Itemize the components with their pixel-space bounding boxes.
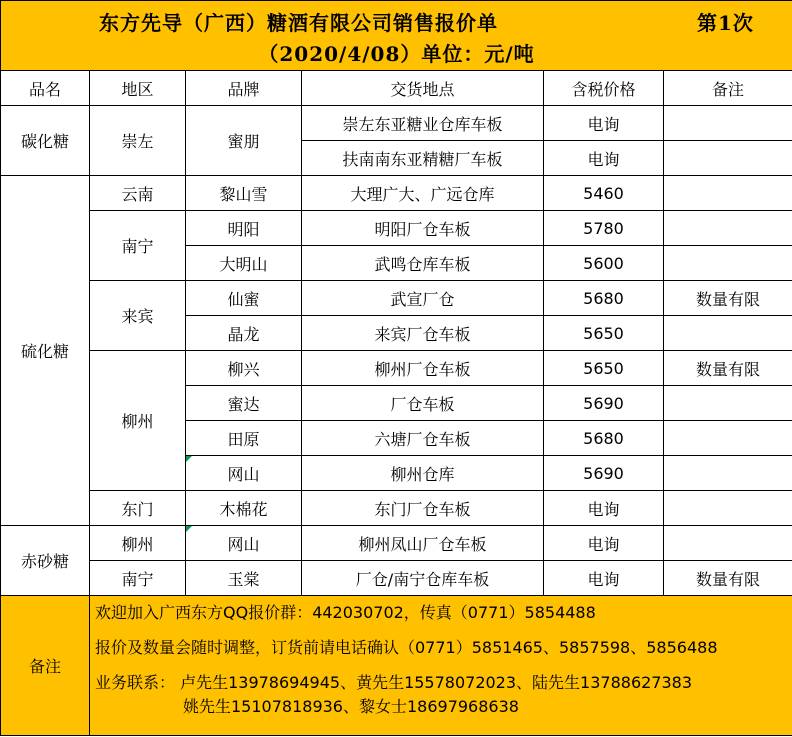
price-cell: 5650	[544, 351, 664, 386]
note-cell	[664, 491, 792, 526]
note-cell	[664, 316, 792, 351]
title-row	[1, 1, 792, 36]
location-cell: 柳州凤山厂仓车板	[302, 526, 544, 561]
location-cell: 武宣厂仓	[302, 281, 544, 316]
note-cell	[664, 246, 792, 281]
note-cell: 数量有限	[664, 351, 792, 386]
product-cell: 硫化糖	[1, 176, 90, 526]
location-cell: 大理广大、广远仓库	[302, 176, 544, 211]
notes-line: 姚先生15107818936、黎女士18697968638	[183, 697, 519, 716]
price-cell: 5690	[544, 456, 664, 491]
notes-row	[1, 596, 792, 736]
brand-cell: 网山	[186, 456, 302, 491]
note-cell	[664, 176, 792, 211]
price-cell: 5680	[544, 421, 664, 456]
brand-cell: 网山	[186, 526, 302, 561]
region-cell: 南宁	[90, 211, 186, 281]
region-cell: 柳州	[90, 351, 186, 491]
location-cell: 武鸣仓库车板	[302, 246, 544, 281]
column-header: 交货地点	[302, 71, 544, 106]
table-row	[1, 106, 792, 141]
table-header-row	[1, 71, 792, 106]
brand-cell: 明阳	[186, 211, 302, 246]
brand-cell: 蜜朋	[186, 106, 302, 176]
brand-cell: 晶龙	[186, 316, 302, 351]
location-cell: 厂仓/南宁仓库车板	[302, 561, 544, 596]
column-header: 含税价格	[544, 71, 664, 106]
brand-cell: 仙蜜	[186, 281, 302, 316]
note-cell	[664, 456, 792, 491]
notes-line: 报价及数量会随时调整，订货前请电话确认（0771）5851465、5857598、5856488	[95, 638, 718, 657]
note-cell: 数量有限	[664, 281, 792, 316]
column-header: 地区	[90, 71, 186, 106]
location-cell: 六塘厂仓车板	[302, 421, 544, 456]
price-cell: 5680	[544, 281, 664, 316]
price-cell: 电询	[544, 141, 664, 176]
note-cell	[664, 141, 792, 176]
table-row	[1, 491, 792, 526]
region-cell: 崇左	[90, 106, 186, 176]
note-cell	[664, 526, 792, 561]
brand-cell: 玉棠	[186, 561, 302, 596]
note-cell	[664, 106, 792, 141]
product-cell: 碳化糖	[1, 106, 90, 176]
location-cell: 崇左东亚糖业仓库车板	[302, 106, 544, 141]
notes-line: 业务联系： 卢先生13978694945、黄先生15578072023、陆先生13788627383	[95, 673, 693, 692]
price-cell: 5600	[544, 246, 664, 281]
note-cell	[664, 211, 792, 246]
price-cell: 5690	[544, 386, 664, 421]
issue-number: 第1次	[697, 11, 754, 35]
region-cell: 南宁	[90, 561, 186, 596]
location-cell: 明阳厂仓车板	[302, 211, 544, 246]
table-row	[1, 351, 792, 386]
note-cell: 数量有限	[664, 561, 792, 596]
location-cell: 柳州仓库	[302, 456, 544, 491]
note-cell	[664, 386, 792, 421]
table-row	[1, 526, 792, 561]
location-cell: 扶南南东亚精糖厂车板	[302, 141, 544, 176]
table-row	[1, 281, 792, 316]
location-cell: 东门厂仓车板	[302, 491, 544, 526]
region-cell: 东门	[90, 491, 186, 526]
column-header: 品牌	[186, 71, 302, 106]
location-cell: 厂仓车板	[302, 386, 544, 421]
product-cell: 赤砂糖	[1, 526, 90, 596]
price-cell: 电询	[544, 491, 664, 526]
table-row	[1, 176, 792, 211]
region-cell: 云南	[90, 176, 186, 211]
brand-cell: 大明山	[186, 246, 302, 281]
column-header: 备注	[664, 71, 792, 106]
notes-label: 备注	[1, 596, 90, 736]
price-cell: 5650	[544, 316, 664, 351]
price-cell: 电询	[544, 106, 664, 141]
column-header: 品名	[1, 71, 90, 106]
brand-cell: 蜜达	[186, 386, 302, 421]
table-row	[1, 211, 792, 246]
price-cell: 电询	[544, 526, 664, 561]
price-cell: 电询	[544, 561, 664, 596]
note-cell	[664, 421, 792, 456]
table-row	[1, 561, 792, 596]
page-title: 东方先导（广西）糖酒有限公司销售报价单	[99, 11, 498, 35]
region-cell: 柳州	[90, 526, 186, 561]
price-cell: 5460	[544, 176, 664, 211]
brand-cell: 木棉花	[186, 491, 302, 526]
brand-cell: 田原	[186, 421, 302, 456]
brand-cell: 黎山雪	[186, 176, 302, 211]
brand-cell: 柳兴	[186, 351, 302, 386]
notes-content	[90, 596, 792, 736]
price-cell: 5780	[544, 211, 664, 246]
subtitle: （2020/4/08）单位：元/吨	[1, 36, 792, 71]
notes-line: 欢迎加入广西东方QQ报价群：442030702，传真（0771）5854488	[95, 603, 596, 622]
location-cell: 柳州厂仓车板	[302, 351, 544, 386]
region-cell: 来宾	[90, 281, 186, 351]
location-cell: 来宾厂仓车板	[302, 316, 544, 351]
